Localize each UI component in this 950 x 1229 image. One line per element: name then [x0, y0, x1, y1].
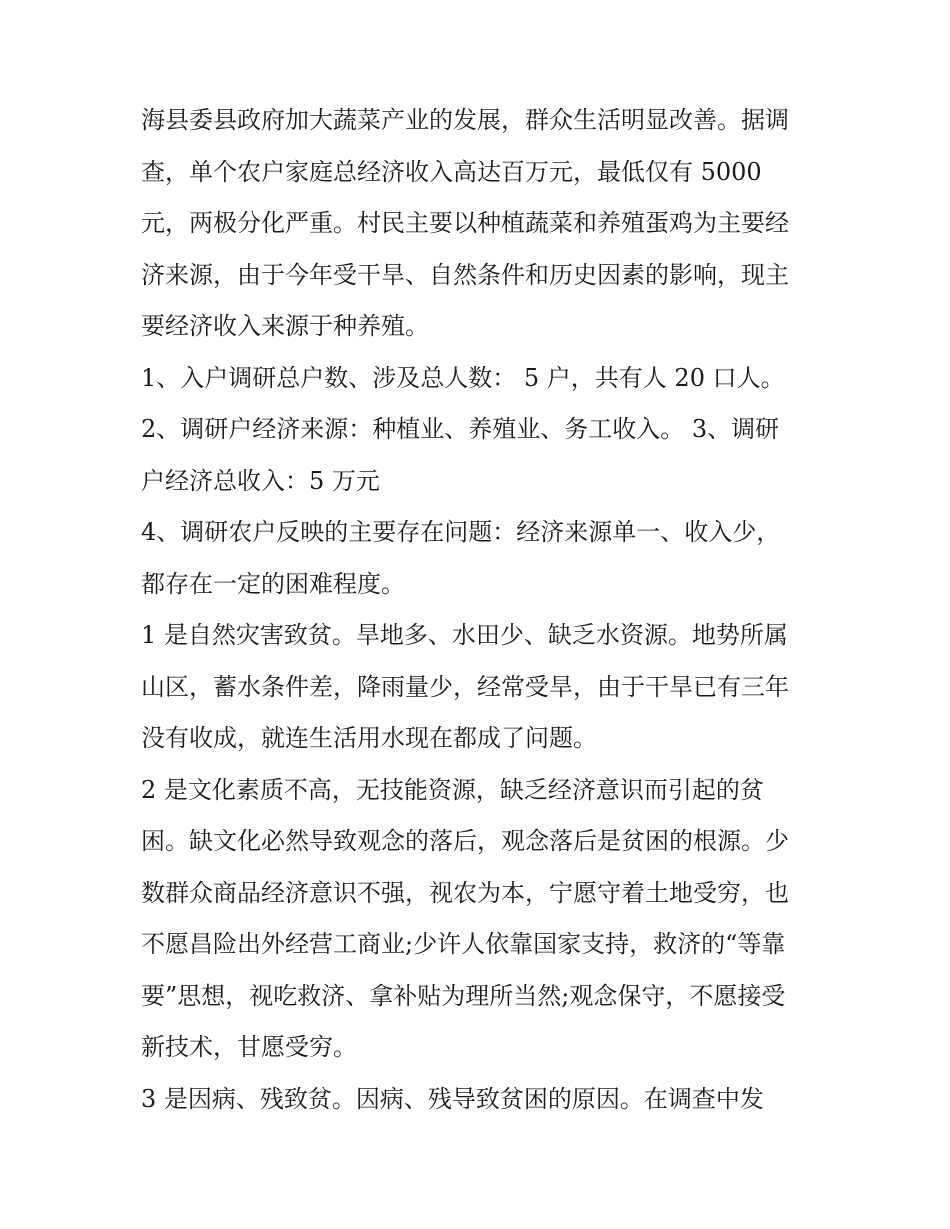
- text-line: 查，单个农户家庭总经济收入高达百万元，最低仅有 5000: [141, 157, 762, 186]
- text-line: 没有收成，就连生活用水现在都成了问题。: [141, 724, 597, 752]
- text-line: 都存在一定的困难程度。: [141, 569, 405, 598]
- text-line: 1、入户调研总户数、涉及总人数： 5 户，共有人 20 口人。: [141, 363, 785, 392]
- text-line: 不愿昌险出外经营工商业;少许人依靠国家支持，救济的“等靠: [141, 930, 786, 958]
- text-line: 数群众商品经济意识不强，视农为本，宁愿守着土地受穷，也: [141, 878, 789, 907]
- text-line: 元，两极分化严重。村民主要以种植蔬菜和养殖蛋鸡为主要经: [141, 209, 789, 237]
- text-line: 海县委县政府加大蔬菜产业的发展，群众生活明显改善。据调: [141, 106, 789, 134]
- text-line: 济来源，由于今年受干旱、自然条件和历史因素的影响，现主: [141, 260, 789, 289]
- text-line: 要经济收入来源于种养殖。: [141, 312, 429, 340]
- text-line: 2 是文化素质不高，无技能资源，缺乏经济意识而引起的贫: [141, 775, 764, 804]
- text-line: 要”思想，视吃救济、拿补贴为理所当然;观念保守，不愿接受: [141, 981, 786, 1010]
- document-body: [141, 108, 821, 1138]
- text-line: 困。缺文化必然导致观念的落后，观念落后是贫困的根源。少: [141, 827, 789, 855]
- text-line: 1 是自然灾害致贫。旱地多、水田少、缺乏水资源。地势所属: [141, 621, 788, 649]
- text-line: 新技术，甘愿受穷。: [141, 1033, 357, 1061]
- text-line: 2、调研户经济来源：种植业、养殖业、务工收入。 3、调研: [141, 415, 780, 443]
- text-line: 4、调研农户反映的主要存在问题：经济来源单一、收入少，: [141, 518, 781, 546]
- text-line: 户经济总收入：5 万元: [141, 466, 380, 495]
- text-line: 3 是因病、残致贫。因病、残导致贫困的原因。在调查中发: [141, 1084, 764, 1113]
- text-line: 山区，蓄水条件差，降雨量少，经常受旱，由于干旱已有三年: [141, 672, 789, 701]
